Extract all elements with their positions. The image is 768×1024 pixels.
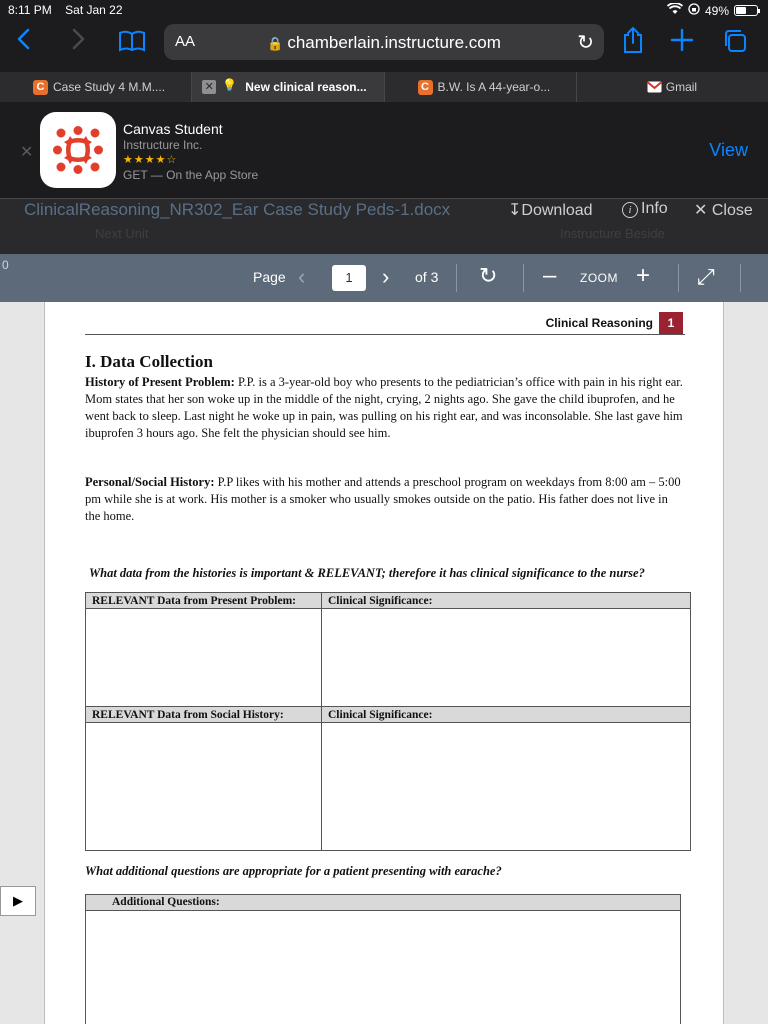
new-tab-icon[interactable]: [670, 28, 694, 57]
back-icon[interactable]: [16, 28, 30, 55]
tabs-overview-icon[interactable]: [722, 28, 748, 59]
answer-cell[interactable]: [322, 609, 691, 707]
document-viewport[interactable]: [0, 302, 768, 1024]
download-button[interactable]: [508, 200, 593, 220]
info-button[interactable]: [622, 200, 668, 218]
info-icon: i: [622, 202, 638, 218]
download-label: Download: [521, 202, 593, 219]
header-rule: [85, 334, 685, 335]
play-icon: ▶: [13, 893, 23, 908]
history-present-problem: [85, 374, 685, 442]
additional-questions-box[interactable]: [85, 894, 681, 1024]
divider: [456, 264, 457, 292]
tab-gmail[interactable]: [577, 72, 768, 102]
tab-label: Case Study 4 M.M....: [53, 80, 166, 94]
wifi-icon: [667, 3, 683, 18]
viewer-toolbar: [0, 254, 768, 302]
address-bar[interactable]: [164, 24, 604, 60]
app-name: Canvas Student: [123, 121, 223, 137]
status-bar: [0, 0, 768, 20]
tab-label: Gmail: [665, 80, 698, 94]
canvas-favicon-icon: C: [418, 80, 433, 95]
bookmarks-icon[interactable]: [118, 30, 146, 57]
hpp-text: P.P. is a 3-year-old boy who presents to the pediatrician’s office with pain in his right ear. Mom states that her son woke up in the middle of the night, crying, 2 nights ago. She gave the child ibuprofen, and he went back to sleep. Last night he woke up in pain, was pulling on his right ear, and was inconsolable. She last gave him ibuprofen 3 hours ago. She felt the physician should see him.: [85, 375, 683, 440]
close-icon: ✕: [694, 202, 712, 219]
app-store-banner: [0, 102, 768, 198]
background-text: Next Unit: [95, 226, 149, 241]
divider: [740, 264, 741, 292]
status-time: 8:11 PM: [8, 3, 52, 17]
zoom-in-icon[interactable]: +: [636, 262, 651, 289]
document-filename: ClinicalReasoning_NR302_Ear Case Study Peds-1.docx: [24, 200, 451, 219]
document-header: [0, 198, 768, 254]
forward-icon[interactable]: [72, 28, 86, 55]
table-header: Clinical Significance:: [322, 593, 691, 609]
page-number-input[interactable]: 1: [332, 265, 366, 291]
divider: [678, 264, 679, 292]
view-app-button[interactable]: View: [709, 140, 748, 160]
close-tab-icon[interactable]: ✕: [202, 80, 216, 94]
close-label: Close: [711, 202, 753, 219]
table-header: RELEVANT Data from Social History:: [86, 707, 322, 723]
orientation-lock-icon: [688, 3, 700, 18]
social-history-table: [85, 706, 691, 851]
app-developer: Instructure Inc.: [123, 138, 203, 152]
page-indicator: 0: [2, 258, 9, 272]
gmail-icon: [647, 81, 662, 96]
table-header: Clinical Significance:: [322, 707, 691, 723]
tab-label: New clinical reason...: [245, 80, 367, 94]
page-header-number: 1: [659, 312, 683, 334]
tab-strip: [0, 72, 768, 102]
lock-icon: 🔒: [267, 36, 284, 51]
get-on-app-store: GET — On the App Store: [123, 168, 259, 182]
zoom-label: ZOOM: [580, 271, 618, 285]
additional-questions-prompt: What additional questions are appropriate for a patient presenting with earache?: [85, 864, 502, 878]
play-button[interactable]: [0, 886, 36, 916]
divider: [523, 264, 524, 292]
close-button[interactable]: [694, 200, 753, 220]
document-page: [44, 302, 724, 1024]
browser-toolbar: [0, 20, 768, 66]
share-icon[interactable]: [622, 26, 644, 59]
background-text: Instructure Beside: [560, 226, 665, 241]
url-text: chamberlain.instructure.com: [287, 33, 501, 52]
url-field[interactable]: [164, 33, 604, 53]
section-title: I. Data Collection: [85, 352, 213, 371]
present-problem-table: [85, 592, 691, 707]
reload-icon[interactable]: ↻: [577, 32, 594, 54]
battery-icon: [734, 5, 758, 16]
canvas-app-icon: [40, 112, 116, 188]
relevant-data-question: What data from the histories is important & RELEVANT; therefore it has clinical significance to the nurse?: [89, 566, 645, 580]
answer-cell[interactable]: [86, 609, 322, 707]
tab-bw[interactable]: [385, 72, 577, 102]
additional-questions-header: Additional Questions:: [86, 895, 680, 911]
battery-level: [736, 7, 746, 14]
tab-new-clinical[interactable]: [192, 72, 384, 102]
psh-label: Personal/Social History:: [85, 475, 215, 489]
answer-cell[interactable]: [86, 723, 322, 851]
rating-stars: ★★★★☆: [123, 154, 178, 166]
divider: [0, 198, 768, 199]
fullscreen-icon[interactable]: ⤢: [697, 264, 715, 289]
close-banner-icon[interactable]: ✕: [20, 144, 34, 161]
psh-text: P.P likes with his mother and attends a preschool program on weekdays from 8:00 am – 5:00 pm while she is at work. His mother is a smoker who usually smokes outside on the patio. His father does not live in the home.: [85, 475, 681, 523]
download-icon: ↧: [508, 202, 522, 219]
next-page-icon[interactable]: ›: [382, 264, 390, 289]
page-label: Page: [253, 269, 286, 285]
personal-social-history: [85, 474, 685, 525]
canvas-favicon-icon: C: [33, 80, 48, 95]
table-header: RELEVANT Data from Present Problem:: [86, 593, 322, 609]
lightbulb-icon: 💡: [222, 78, 238, 92]
tab-case-study[interactable]: [0, 72, 192, 102]
rotate-icon[interactable]: ↻: [479, 263, 498, 288]
previous-page-icon[interactable]: ‹: [298, 264, 306, 289]
text-size-button[interactable]: AA: [175, 33, 196, 50]
status-date: Sat Jan 22: [65, 3, 123, 17]
tab-label: B.W. Is A 44-year-o...: [437, 80, 551, 94]
page-header-title: Clinical Reasoning: [545, 316, 653, 330]
battery-percent: 49%: [704, 3, 729, 18]
answer-cell[interactable]: [322, 723, 691, 851]
info-label: Info: [641, 200, 668, 217]
hpp-label: History of Present Problem:: [85, 375, 235, 389]
page-count: of 3: [415, 269, 439, 285]
zoom-out-icon[interactable]: –: [543, 262, 557, 289]
